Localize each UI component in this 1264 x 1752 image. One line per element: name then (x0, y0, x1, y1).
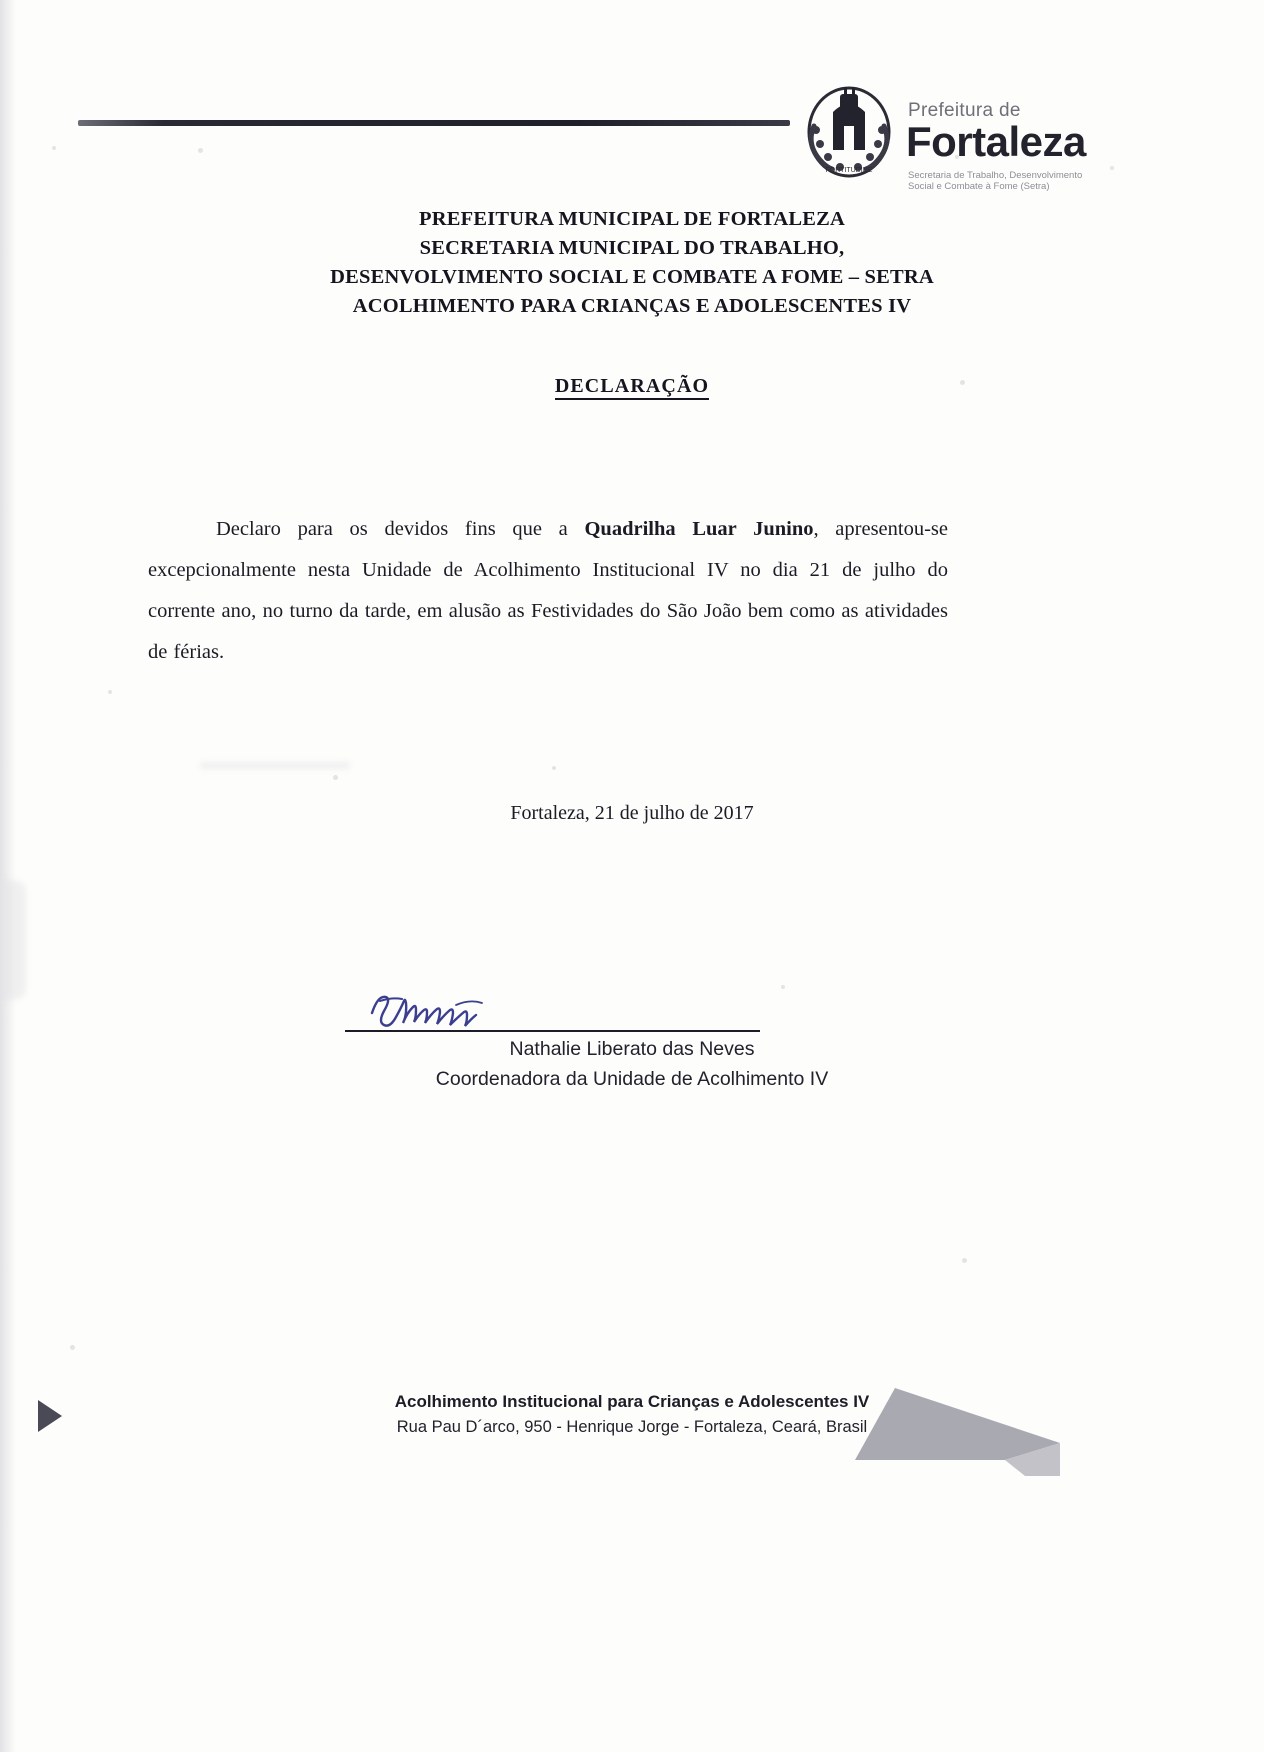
signature-line (345, 1030, 760, 1032)
footer-unit-name: Acolhimento Institucional para Crianças e Adolescentes IV (394, 1392, 870, 1411)
scan-speck (1110, 166, 1114, 170)
body-highlight: Quadrilha Luar Junino (584, 517, 814, 540)
signer-role: Coordenadora da Unidade de Acolhimento IV (435, 1068, 829, 1090)
brand-prefix: Prefeitura de (908, 100, 1021, 121)
scan-speck (108, 690, 112, 694)
org-title-line-2: SECRETARIA MUNICIPAL DO TRABALHO, (419, 237, 845, 259)
body-part-1: Declaro para os devidos fins que a (216, 517, 585, 540)
scan-speck (333, 775, 338, 780)
document-kind-label: DECLARAÇÃO (555, 375, 709, 400)
declaration-body (148, 509, 948, 673)
document-kind-heading (0, 375, 1264, 398)
scan-smudge (0, 880, 26, 1000)
scan-smudge (200, 762, 350, 769)
svg-text:FORTITUDINE: FORTITUDINE (825, 167, 873, 174)
scan-speck (552, 766, 556, 770)
scan-speck (70, 1345, 75, 1350)
city-crest-icon (800, 82, 898, 182)
scan-speck (781, 985, 785, 989)
header-rule (78, 120, 790, 126)
org-title-line-1: PREFEITURA MUNICIPAL DE FORTALEZA (419, 208, 845, 230)
org-title-line-3: DESENVOLVIMENTO SOCIAL E COMBATE A FOME – SETRA (330, 266, 934, 288)
fortaleza-logo (800, 78, 1090, 190)
place-and-date: Fortaleza, 21 de julho de 2017 (510, 802, 754, 824)
organization-title (0, 205, 1264, 321)
handwritten-signature (360, 975, 610, 1035)
signer-name: Nathalie Liberato das Neves (509, 1038, 755, 1060)
footer-decoration-shape (855, 1388, 1060, 1476)
body-part-2: , apresentou-se excepcionalmente nesta Unidade de Acolhimento Institucional IV no dia 21 de julho do corrente ano, no turno da tarde, em alusão as Festividades do São João bem como as atividades de férias. (148, 517, 949, 663)
brand-name: Fortaleza (906, 118, 1086, 165)
org-title-line-4: ACOLHIMENTO PARA CRIANÇAS E ADOLESCENTES IV (352, 295, 912, 317)
scan-speck (52, 146, 56, 150)
footer-address: Rua Pau D´arco, 950 - Henrique Jorge - Fortaleza, Ceará, Brasil (396, 1418, 868, 1436)
scan-speck (198, 148, 203, 153)
brand-department: Secretaria de Trabalho, Desenvolvimento Social e Combate à Fome (Setra) (908, 170, 1083, 192)
scan-speck (962, 1258, 967, 1263)
